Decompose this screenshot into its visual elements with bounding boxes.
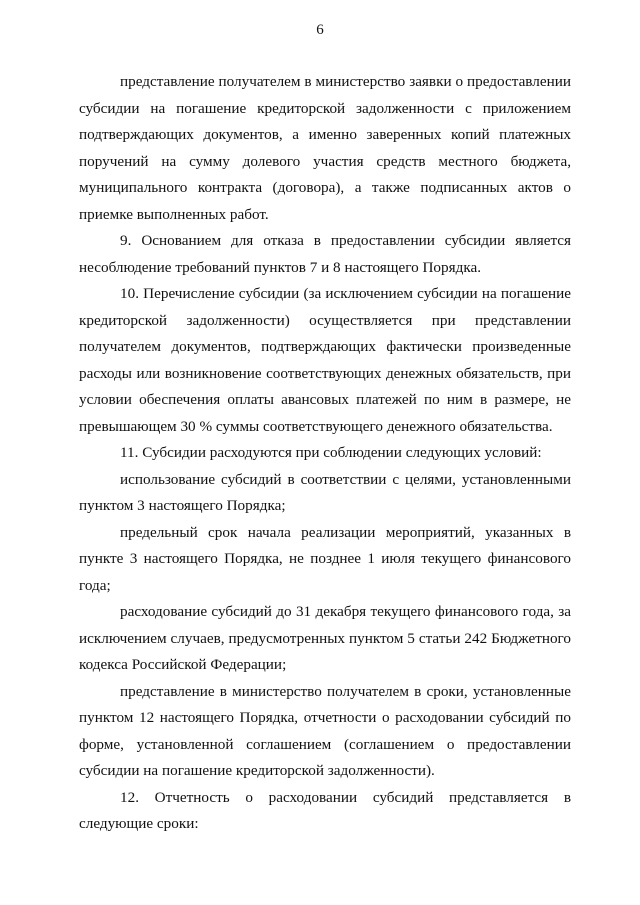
paragraph-item-10: 10. Перечисление субсидии (за исключением субсидии на погашение кредиторской задолженности) осуществляется при представлении получателем документов, подтверждающих фактически произведенные расходы или возникновение соответствующих денежных обязательств, при условии обеспечения оплаты авансовых платежей по ним в размере, не превышающем 30 % суммы соответствующего денежного обязательства. <box>79 285 571 435</box>
paragraph-application-submission: представление получателем в министерство заявки о предоставлении субсидии на погашение кредиторской задолженности с приложением подтверждающих документов, а именно заверенных копий платежных поручений на сумму долевого участия средств местного бюджета, муниципального контракта (договора), а также подписанных актов о приемке выполненных работ. <box>79 73 571 223</box>
paragraph-item-9: 9. Основанием для отказа в предоставлении субсидии является несоблюдение требований пунктов 7 и 8 настоящего Порядка. <box>79 232 571 276</box>
paragraph-condition-usage: использование субсидий в соответствии с целями, установленными пунктом 3 настоящего Порядка; <box>79 470 571 514</box>
paragraph-item-12: 12. Отчетность о расходовании субсидий представляется в следующие сроки: <box>79 788 571 832</box>
paragraph-condition-deadline: предельный срок начала реализации мероприятий, указанных в пункте 3 настоящего Порядка, не позднее 1 июля текущего финансового года; <box>79 523 571 594</box>
document-body <box>79 69 571 838</box>
paragraph-item-11: 11. Субсидии расходуются при соблюдении следующих условий: <box>120 444 542 461</box>
paragraph-condition-spending: расходование субсидий до 31 декабря текущего финансового года, за исключением случаев, предусмотренных пунктом 5 статьи 242 Бюджетного кодекса Российской Федерации; <box>79 603 571 673</box>
page-number: 6 <box>316 22 324 38</box>
paragraph-condition-reporting: представление в министерство получателем в сроки, установленные пунктом 12 настоящего Порядка, отчетности о расходовании субсидий по форме, установленной соглашением (соглашением о предоставлении субсидии на погашение кредиторской задолженности). <box>79 682 571 779</box>
